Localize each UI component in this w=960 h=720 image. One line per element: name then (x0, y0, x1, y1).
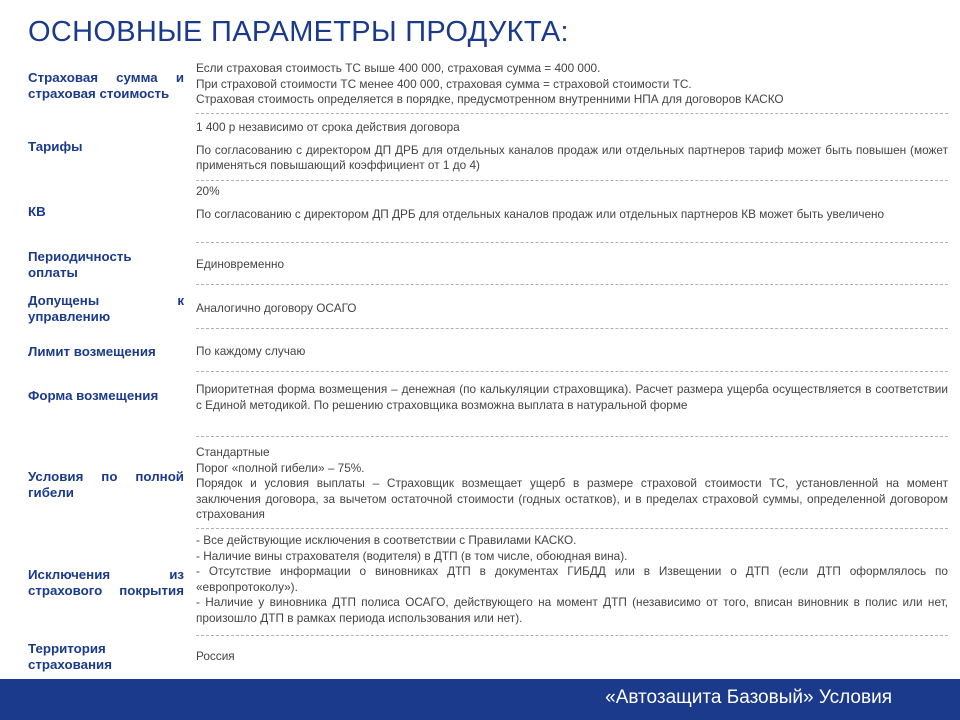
param-value (196, 533, 948, 636)
value-line: Аналогично договору ОСАГО (196, 301, 357, 316)
param-label: Допущены к управлению (28, 292, 184, 324)
param-row-payment (28, 246, 952, 286)
value-line: По каждому случаю (196, 344, 306, 359)
value-line: Единовременно (196, 257, 285, 272)
param-row-total-loss (28, 442, 952, 530)
param-row-drivers (28, 290, 952, 330)
param-label: Лимит возмещения (28, 343, 156, 359)
value-line: При страховой стоимости ТС менее 400 000, страховая сумма = страховой стоимости ТС. (196, 76, 692, 91)
footer-bar (0, 679, 960, 720)
param-row-territory (28, 638, 952, 676)
param-row-limit (28, 333, 952, 373)
param-value (196, 61, 948, 114)
value-line: Страховая стоимость определяется в порядке, предусмотренном внутренними НПА для договоров КАСКО (196, 92, 784, 106)
param-label: КВ (28, 203, 46, 219)
param-label: Условия по полной гибели (28, 468, 184, 500)
value-line: - Отсутствие информации о виновниках ДТП в документах ГИБДД или в Извещении о ДТП (если ДТП оформлялось по «европротоколу»). (196, 564, 948, 594)
value-line: 1 400 р независимо от срока действия договора (196, 120, 460, 134)
value-line: Приоритетная форма возмещения – денежная (по калькуляции страховщика). Расчет размера ущерба осуществляется в соответствии с Единой методикой. По решению страховщика возможна выплата в натуральной форме (196, 382, 948, 412)
footer-title: «Автозащита Базовый» Условия (605, 687, 892, 708)
value-line: - Все действующие исключения в соответствии с Правилами КАСКО. (196, 533, 577, 547)
param-row-exclusions (28, 531, 952, 637)
param-row-tariffs (28, 117, 952, 181)
param-label: Исключения из страхового покрытия (28, 566, 184, 598)
param-value (196, 246, 948, 285)
value-line: Стандартные (196, 445, 270, 459)
param-label: Периодичность оплаты (28, 248, 132, 280)
param-label: Страховая сумма и страховая стоимость (28, 69, 184, 101)
value-line: Порядок и условия выплаты – Страховщик возмещает ущерб в размере страховой стоимости ТС, установленной на момент заключения договора, за вычетом остаточной стоимости (годных остатков), и в пределах страховой суммы, определенной договором страхования (196, 476, 948, 521)
param-row-form (28, 377, 952, 439)
param-row-kv (28, 181, 952, 243)
value-line: 20% (196, 184, 220, 198)
param-value (196, 120, 948, 181)
page-title: ОСНОВНЫЕ ПАРАМЕТРЫ ПРОДУКТА: (28, 16, 569, 48)
value-line: - Наличие у виновника ДТП полиса ОСАГО, действующего на момент ДТП (независимо от того, вписан виновник в полис или нет, произошло ДТП в рамках периода использования или нет). (196, 595, 948, 625)
param-value (196, 638, 948, 676)
value-line: Порог «полной гибели» – 75%. (196, 460, 365, 475)
value-line: По согласованию с директором ДП ДРБ для отдельных каналов продаж или отдельных партнеров тариф может быть повышен (может применяться повышающий коэффициент от 1 до 4) (196, 142, 948, 172)
param-value (196, 184, 948, 243)
param-label: Территория страхования (28, 640, 112, 672)
value-line: Если страховая стоимость ТС выше 400 000, страховая сумма = 400 000. (196, 61, 601, 75)
value-line: По согласованию с директором ДП ДРБ для отдельных каналов продаж или отдельных партнеров КВ может быть увеличено (196, 206, 885, 221)
param-label: Тарифы (28, 138, 83, 154)
value-line: - Наличие вины страхователя (водителя) в ДТП (в том числе, обоюдная вина). (196, 548, 628, 563)
value-line: Россия (196, 649, 235, 664)
param-value (196, 333, 948, 372)
param-value (196, 445, 948, 529)
param-row-sum (28, 58, 952, 114)
param-value (196, 290, 948, 329)
param-value (196, 382, 948, 437)
param-label: Форма возмещения (28, 387, 159, 403)
